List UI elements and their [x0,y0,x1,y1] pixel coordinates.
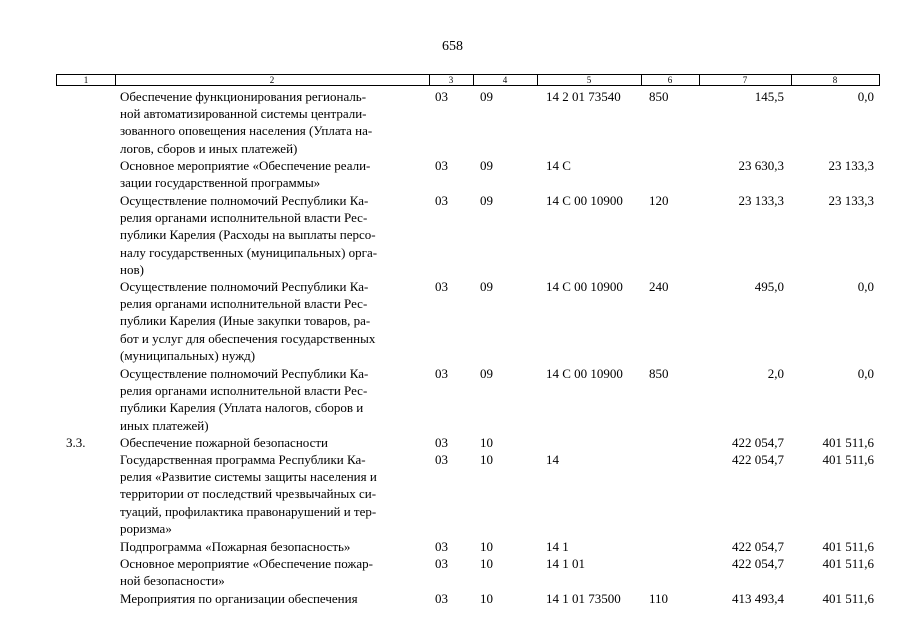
row-amount-2: 0,0 [857,279,874,294]
row-amount-2: 401 511,6 [822,452,874,467]
row-amount-1: 23 630,3 [738,158,784,173]
row-target-code: 14 1 01 [546,556,585,571]
row-description: Основное мероприятие «Обеспечение реали- зации государственной программы» [120,158,371,191]
row-number: 3.3. [66,435,86,450]
row-subsection: 09 [480,158,493,173]
row-expense-type: 240 [649,279,669,294]
row-amount-2: 401 511,6 [822,539,874,554]
row-subsection: 10 [480,435,493,450]
header-col-2: 2 [269,75,275,85]
row-section: 03 [435,452,448,467]
row-section: 03 [435,591,448,606]
row-description: Подпрограмма «Пожарная безопасность» [120,539,351,554]
row-amount-1: 422 054,7 [732,556,784,571]
row-target-code: 14 1 [546,539,569,554]
row-amount-2: 401 511,6 [822,435,874,450]
row-subsection: 10 [480,452,493,467]
row-amount-2: 401 511,6 [822,556,874,571]
row-amount-1: 23 133,3 [738,193,784,208]
page-number: 658 [442,39,463,54]
row-amount-1: 413 493,4 [732,591,784,606]
header-col-4: 4 [502,75,508,85]
row-subsection: 09 [480,279,493,294]
row-amount-2: 0,0 [857,366,874,381]
row-section: 03 [435,435,448,450]
row-subsection: 10 [480,539,493,554]
row-amount-1: 145,5 [754,89,784,104]
row-expense-type: 110 [649,591,669,606]
row-subsection: 09 [480,366,493,381]
row-target-code: 14 С 00 10900 [546,279,623,294]
row-amount-2: 0,0 [857,89,874,104]
row-target-code: 14 1 01 73500 [546,591,621,606]
row-amount-2: 23 133,3 [828,158,874,173]
row-target-code: 14 [546,452,559,467]
row-expense-type: 850 [649,89,669,104]
row-description: Основное мероприятие «Обеспечение пожар- ной безопасности» [120,556,373,589]
row-expense-type: 850 [649,366,669,381]
row-section: 03 [435,89,448,104]
header-col-3: 3 [448,75,454,85]
row-amount-1: 495,0 [754,279,784,294]
table-header [56,74,880,86]
row-amount-1: 2,0 [767,366,784,381]
row-section: 03 [435,539,448,554]
header-col-5: 5 [586,75,592,85]
row-target-code: 14 С 00 10900 [546,193,623,208]
row-description: Обеспечение функционирования региональ- ной автоматизированной системы централи- зованного оповещения населения (Уплата на- логов, сборов и иных платежей) [120,89,373,156]
row-amount-1: 422 054,7 [732,539,784,554]
row-description: Осуществление полномочий Республики Ка- релия органами исполнительной власти Рес- публики Карелия (Уплата налогов, сборов и иных платежей) [120,366,369,433]
header-col-8: 8 [832,75,838,85]
row-amount-2: 23 133,3 [828,193,874,208]
row-expense-type: 120 [649,193,669,208]
row-description: Осуществление полномочий Республики Ка- релия органами исполнительной власти Рес- публики Карелия (Расходы на выплаты персо- налу государственных (муниципальных) орга- нов) [120,193,378,277]
row-amount-2: 401 511,6 [822,591,874,606]
row-section: 03 [435,366,448,381]
row-description: Мероприятия по организации обеспечения [120,591,358,606]
row-subsection: 10 [480,556,493,571]
header-col-7: 7 [742,75,748,85]
row-subsection: 09 [480,193,493,208]
row-section: 03 [435,556,448,571]
row-description: Обеспечение пожарной безопасности [120,435,329,450]
row-description: Осуществление полномочий Республики Ка- релия органами исполнительной власти Рес- публики Карелия (Иные закупки товаров, ра- бот и услуг для обеспечения государственных (муниципальных) нужд) [120,279,376,363]
row-description: Государственная программа Республики Ка- релия «Развитие системы защиты населения и территории от последствий чрезвычайных си- туаций, профилактика правонарушений и тер- роризма» [120,452,377,536]
header-col-6: 6 [667,75,673,85]
row-target-code: 14 С [546,158,571,173]
row-amount-1: 422 054,7 [732,452,784,467]
row-section: 03 [435,158,448,173]
row-section: 03 [435,279,448,294]
row-subsection: 09 [480,89,493,104]
row-target-code: 14 С 00 10900 [546,366,623,381]
header-col-1: 1 [83,75,89,85]
row-section: 03 [435,193,448,208]
row-amount-1: 422 054,7 [732,435,784,450]
row-target-code: 14 2 01 73540 [546,89,621,104]
row-subsection: 10 [480,591,493,606]
